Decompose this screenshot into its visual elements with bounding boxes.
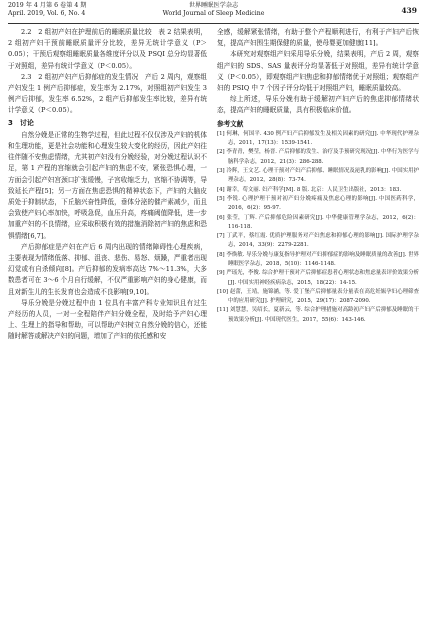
reference-item: [1] 何琳，何国平. 430 例产妇产后抑郁发生及相关因素的研究[J]. 中华现代护理杂志，2011，17(13)：1539-1541. <box>217 130 419 147</box>
reference-item: [7] 丁武平，蔡红霞. 优质护理服务对产妇焦虑和抑郁心理的影响[J]. 国际护理学杂志，2014，33(9)：2279-2281. <box>217 233 419 249</box>
discussion-paragraph: 本研究对观察组产妇采用导乐分娩，结果表明，产后 2 周，观察组产妇的 SDS、SAS 量表评分均显著低于对照组，差异有统计学意义（P＜0.05），即观察组产妇焦虑和抑郁情绪优于对照组；观察组产妇的 PSIQ 中 7 个因子评分均低于对照组产妇，睡眠质量较高。 <box>217 50 419 93</box>
discussion-paragraph: 自然分娩是正常的生物学过程，但此过程不仅仅涉及产妇的机体和生理功能，更是社会功能和心理发生较大变化的经历，因此产妇往往伴随不安焦虑情绪，尤其初产妇没有分娩经验，对分娩过程认识不足，第 1 产程的宫缩就会引起产妇的焦虑不安，紧张恐惧心理，一方面会引起产妇宫颈口扩张缓慢，子宫收缩乏力，宫缩不协调等，导致延长产程[5]；另一方面在焦虑恐惧的精神状态下，产妇的大脑皮质处于抑制状态，下丘脑兴奋性降低，垂体分泌的催产素减少，而且会致使产妇心率加快，呼吸急促，血压升高，疼痛阈值降低，进一步加重产妇的不良情绪，应采取积极有效的措施消除初产妇的焦虑和恐惧情绪[6,7]。 <box>8 130 207 240</box>
journal-title-cn: 世界睡眠医学杂志 <box>188 2 239 9</box>
result-sleep-quality: 2.2 2 组初产妇在护理前后的睡眠质量比较 表 2 结果表明，2 组初产妇干预前睡眠质量评分比较，差异无统计学意义（P＞0.05）；干预后观察组睡眠质量各维度评分以及 PSQI 总分均显著低于对照组，差异有统计学意义（P＜0.05）。 <box>8 28 207 70</box>
discussion-paragraph-continued: 全感，缓解紧张情绪，有助于整个产程顺利进行，有利于产妇产后恢复，提高产妇围生期保健的质量，使母婴更加健康[11]。 <box>217 28 419 48</box>
reference-item: [4] 谢幸，苟文丽. 妇产科学[M]. 8 版. 北京：人民卫生出版社，2013：183. <box>217 186 402 193</box>
reference-item: [11] 刘慧慧，吴绍长，夏新云，等. 综合护理措施对高龄初产妇产后抑郁及睡眠的干预效果分析[J]. 中国现代医生，2017，55(6)：143-146. <box>217 307 419 323</box>
right-column <box>217 27 419 325</box>
page-header <box>8 2 419 24</box>
journal-title <box>8 2 419 18</box>
page-number: 439 <box>401 6 417 15</box>
reference-list <box>217 130 419 325</box>
result-depression: 2.3 2 组初产妇产后抑郁症的发生情况 产后 2 周内，观察组产妇发生 1 例产后抑郁症，发生率为 2.17%，对照组初产妇发生 3 例产后抑郁，发生率 6.52%，2 组产后抑郁发生率比较，差异有统计学意义（P＜0.05）。 <box>8 72 207 115</box>
reference-item: [2] 李青青，樊莹，杨晋. 产后抑郁的发生、治疗及手预研究现况[J]. 中华行为医学与脑科学杂志，2012，21(3)：286-288. <box>217 149 419 165</box>
discussion-paragraph: 产后抑郁症是产妇在产后 6 周内出现的情绪障碍性心理疾病，主要表现为情绪低落、抑郁、沮丧、悲伤、易怒、烦躁，严重者出现幻觉或有自杀倾向[8]。产后抑郁的发病率高达 7%～11.3%，大多数患者可在 3～6 个月自行缓解，不仅严重影响产妇的身心健康，而且对新生儿的生长发育也会造成不良影响[9,10]。 <box>8 242 207 296</box>
reference-item: [3] 冷辉，王文艺. 心理干预对产妇产后抑郁、睡眠情况及泌乳的影响[J]. 中国实用护理杂志，2012，28(8)：73-74. <box>217 168 419 184</box>
issue-cn: 2019 年 4 月第 6 卷第 4 期 <box>8 2 87 9</box>
reference-item: [8] 李焕敏. 导乐分娩与康复指导护理对产妇抑郁症的影响及睡眠质量的改善[J]. 世界睡眠医学杂志，2018，5(10)：1146-1148. <box>217 251 419 267</box>
conclusion-paragraph: 综上所述，导乐分娩有助于缓解初产妇产后的焦虑抑郁情绪状态，提高产妇的睡眠质量，具有积极临床价值。 <box>217 95 419 115</box>
journal-title-en: World Journal of Sleep Medicine <box>162 10 265 17</box>
reference-item: [5] 李锐. 心理护理干预对初产妇分娩疼痛及焦虑心理的影响[J]. 中国医药科学，2016，6(2)：95-97. <box>217 195 419 212</box>
issue-en: April. 2019, Vol. 6, No. 4 <box>8 10 86 17</box>
references-heading: 参考文献 <box>217 119 244 128</box>
left-column <box>8 27 207 343</box>
discussion-paragraph: 导乐分娩是分娩过程中由 1 位具有丰富产科专业知识且有过生产经历的人员，一对一全程陪伴产妇分娩全程，及时给予产妇心理上、生理上的指导和帮助，可以帮助产妇树立自然分娩的信心，还能随时解答或解决产妇的问题，增加了产妇的依托感和安 <box>8 298 207 341</box>
reference-item: [10] 赵蕾，王靖，施锦涵，等. 爱丁堡产后抑郁量表分量表在高危妊娠孕妇心理筛查中的应用研究[J]. 护理研究，2015，29(17)：2087-2090. <box>217 288 419 305</box>
reference-item: [9] 严瑶光，李俊. 综合护理干预对产后抑郁症患者心理状态和焦虑量表评价效果分析[J]. 中国实用神经疾病杂志，2015，18(22)：14-15. <box>217 270 419 286</box>
reference-item: [6] 张莹，丁辉. 产后抑郁危险因素研究[J]. 中华健康管理学杂志，2012，6(2)：116-118. <box>217 214 419 230</box>
section-heading-discussion: 3 讨论 <box>8 118 34 127</box>
